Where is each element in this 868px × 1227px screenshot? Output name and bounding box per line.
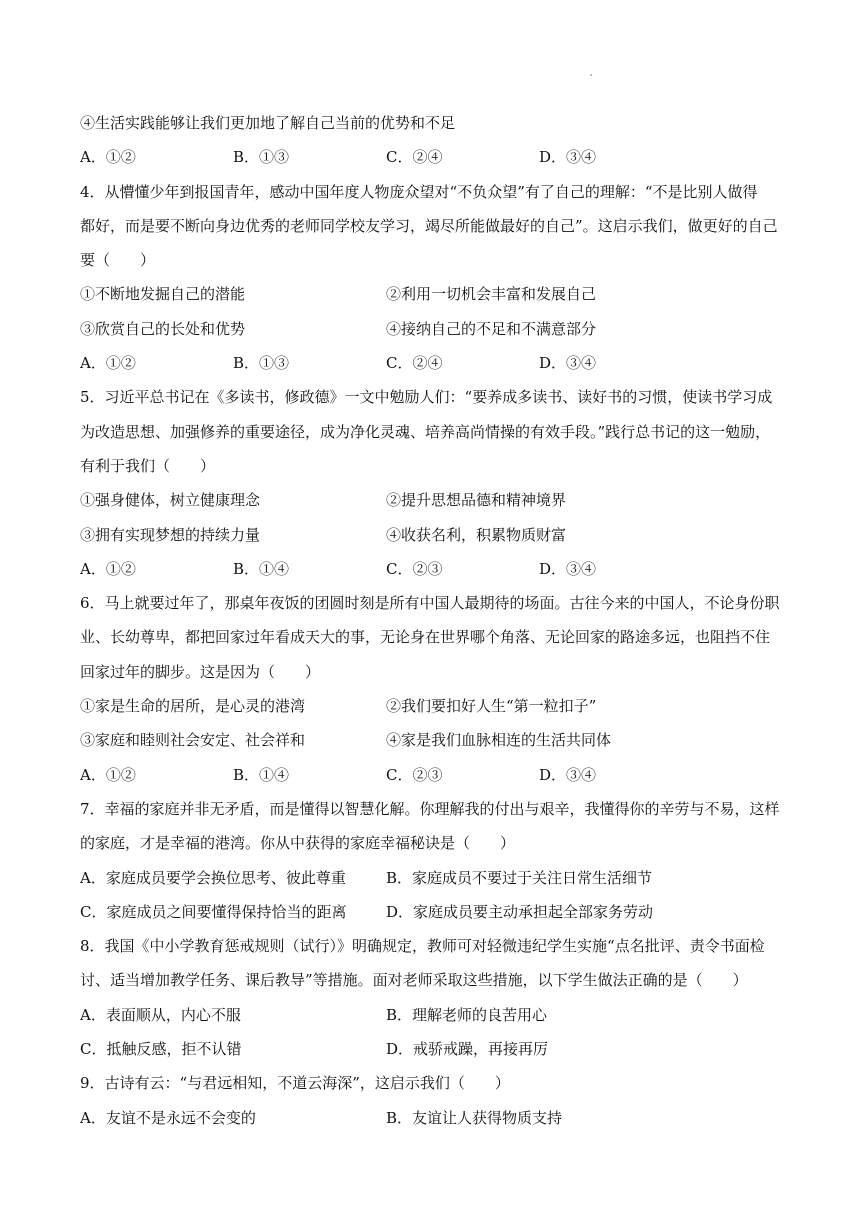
- q5-stem-line-2: 为改造思想、加强修养的重要途径，成为净化灵魂、培养高尚情操的有效手段。”践行总书记的这一勉励，: [80, 422, 771, 441]
- q6-option-c[interactable]: C．②③: [386, 765, 443, 784]
- q6-stem-line-2: 业、长幼尊卑，都把回家过年看成天大的事，无论身在世界哪个角落、无论回家的路途多远，也阻挡不住: [80, 628, 771, 647]
- q4-statements-row-2: [80, 318, 792, 340]
- q4-option-d[interactable]: D．③④: [539, 354, 597, 373]
- q4-statement-4: ④接纳自己的不足和不满意部分: [386, 319, 597, 338]
- q5-statement-2: ②提升思想品德和精神境界: [386, 491, 567, 510]
- q7-options-row-1: [80, 867, 792, 889]
- q3-option-a[interactable]: A．①②: [80, 148, 136, 167]
- q7-option-d[interactable]: D．家庭成员要主动承担起全部家务劳动: [386, 902, 654, 921]
- q4-statements-row-1: [80, 283, 792, 305]
- q4-stem-line-3: 要（ ）: [80, 251, 156, 270]
- q4-statement-1: ①不断地发掘自己的潜能: [80, 285, 246, 304]
- q5-statement-3: ③拥有实现梦想的持续力量: [80, 525, 261, 544]
- q8-option-b[interactable]: B．理解老师的良苦用心: [386, 1005, 548, 1024]
- q5-statement-4: ④收获名利，积累物质财富: [386, 525, 567, 544]
- q4-stem-line-1: 4．从懵懂少年到报国青年，感动中国年度人物庞众望对“不负众望”有了自己的理解：“不是比别人做得: [80, 182, 758, 201]
- q8-stem-line-2: 讨、适当增加教学任务、课后教导”等措施。面对老师采取这些措施，以下学生做法正确的是（ ）: [80, 971, 748, 990]
- q6-option-a[interactable]: A．①②: [80, 765, 136, 784]
- scan-dot: [590, 74, 592, 76]
- q3-statement-4: ④生活实践能够让我们更加地了解自己当前的优势和不足: [80, 114, 456, 132]
- q6-option-d[interactable]: D．③④: [539, 765, 597, 784]
- q7-stem-line-2: 的家庭，才是幸福的港湾。你从中获得的家庭幸福秘诀是（ ）: [80, 834, 516, 853]
- q5-option-c[interactable]: C．②③: [386, 559, 443, 578]
- q6-statements-row-2: [80, 729, 792, 751]
- q4-options: [80, 352, 792, 374]
- q8-stem-line-1: 8．我国《中小学教育惩戒规则（试行）》明确规定，教师可对轻微违纪学生实施“点名批评、责令书面检: [80, 937, 765, 956]
- q4-statement-3: ③欣赏自己的长处和优势: [80, 319, 246, 338]
- q4-option-c[interactable]: C．②④: [386, 354, 443, 373]
- q3-option-d[interactable]: D．③④: [539, 148, 597, 167]
- q8-options-row-1: [80, 1004, 792, 1026]
- q6-statement-1: ①家是生命的居所，是心灵的港湾: [80, 697, 306, 716]
- q6-option-b[interactable]: B．①④: [233, 765, 290, 784]
- q6-statement-4: ④家是我们血脉相连的生活共同体: [386, 731, 612, 750]
- q6-statements-row-1: [80, 695, 792, 717]
- q6-stem-line-3: 回家过年的脚步。这是因为（ ）: [80, 662, 321, 681]
- q7-option-a[interactable]: A．家庭成员要学会换位思考、彼此尊重: [80, 868, 346, 887]
- q4-option-a[interactable]: A．①②: [80, 354, 136, 373]
- q3-options: [80, 146, 792, 168]
- q7-option-b[interactable]: B．家庭成员不要过于关注日常生活细节: [386, 868, 653, 887]
- q9-option-a[interactable]: A．友谊不是永远不会变的: [80, 1108, 256, 1127]
- q5-option-b[interactable]: B．①④: [233, 559, 290, 578]
- q9-options-row-1: [80, 1107, 792, 1129]
- q9-option-b[interactable]: B．友谊让人获得物质支持: [386, 1108, 563, 1127]
- q8-option-c[interactable]: C．抵触反感，拒不认错: [80, 1040, 242, 1059]
- q8-option-a[interactable]: A．表面顺从，内心不服: [80, 1005, 241, 1024]
- q5-option-a[interactable]: A．①②: [80, 559, 136, 578]
- q3-option-c[interactable]: C．②④: [386, 148, 443, 167]
- q7-option-c[interactable]: C．家庭成员之间要懂得保持恰当的距离: [80, 902, 347, 921]
- q6-stem-line-1: 6．马上就要过年了，那桌年夜饭的团圆时刻是所有中国人最期待的场面。古往今来的中国人，不论身份职: [80, 594, 780, 613]
- q5-stem-line-3: 有利于我们（ ）: [80, 456, 216, 475]
- q8-options-row-2: [80, 1038, 792, 1060]
- q9-stem-line-1: 9．古诗有云：“与君远相知，不道云海深”，这启示我们（ ）: [80, 1074, 510, 1093]
- q6-statement-2: ②我们要扣好人生“第一粒扣子”: [386, 697, 597, 716]
- q3-option-b[interactable]: B．①③: [233, 148, 290, 167]
- q5-stem-line-1: 5．习近平总书记在《多读书，修政德》一文中勉励人们：“要养成多读书、读好书的习惯，使读书学习成: [80, 388, 773, 407]
- question-list: [80, 112, 792, 1141]
- q7-options-row-2: [80, 901, 792, 923]
- q4-stem-line-2: 都好，而是要不断向身边优秀的老师同学校友学习，竭尽所能做最好的自己”。这启示我们，做更好的自己: [80, 216, 778, 235]
- q7-stem-line-1: 7．幸福的家庭并非无矛盾，而是懂得以智慧化解。你理解我的付出与艰辛，我懂得你的辛劳与不易，这样: [80, 799, 780, 818]
- q5-statement-1: ①强身健体，树立健康理念: [80, 491, 261, 510]
- q5-statements-row-2: [80, 524, 792, 546]
- q8-option-d[interactable]: D．戒骄戒躁，再接再厉: [386, 1040, 549, 1059]
- q5-statements-row-1: [80, 489, 792, 511]
- q5-options: [80, 558, 792, 580]
- q4-option-b[interactable]: B．①③: [233, 354, 290, 373]
- q4-statement-2: ②利用一切机会丰富和发展自己: [386, 285, 597, 304]
- q5-option-d[interactable]: D．③④: [539, 559, 597, 578]
- q6-statement-3: ③家庭和睦则社会安定、社会祥和: [80, 731, 306, 750]
- q6-options: [80, 764, 792, 786]
